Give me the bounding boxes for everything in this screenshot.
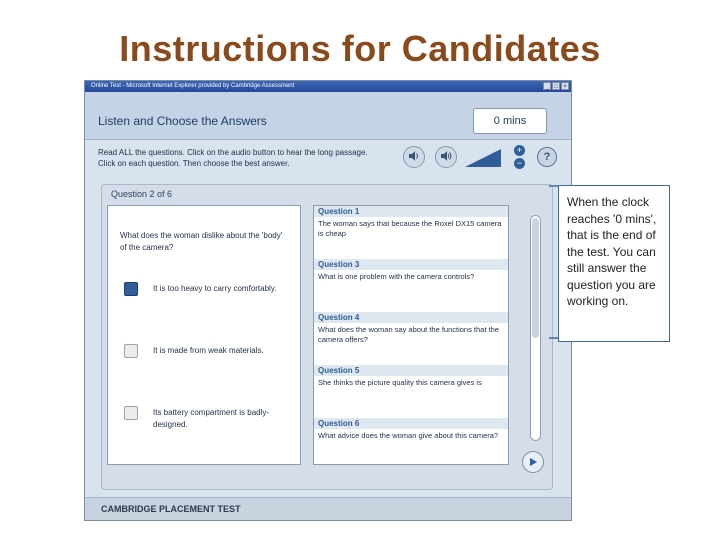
speaker-icon	[408, 150, 420, 165]
question-list	[313, 205, 509, 465]
question-summary: What does the woman say about the functions that the camera offers?	[318, 325, 499, 344]
question-heading: Question 4	[314, 312, 508, 323]
instructions-text: Read ALL the questions. Click on the audio button to hear the long passage. Click on each question. Then choose the best answer.	[98, 148, 368, 168]
question-list-item[interactable]	[314, 206, 508, 241]
slide-title: Instructions for Candidates	[119, 28, 601, 69]
test-header	[85, 92, 571, 140]
question-list-item[interactable]	[314, 365, 508, 390]
volume-slider[interactable]	[465, 149, 501, 167]
question-heading: Question 5	[314, 365, 508, 376]
question-summary: The woman says that because the Roxel DX15 camera is cheap	[318, 219, 502, 238]
audio-play-button[interactable]	[403, 146, 425, 168]
scrollbar-thumb[interactable]	[532, 218, 539, 338]
window-title: Online Test - Microsoft Internet Explorer provided by Cambridge Assessment	[91, 83, 295, 89]
answer-label: It is too heavy to carry comfortably.	[153, 284, 277, 293]
help-button[interactable]: ?	[537, 147, 557, 167]
question-heading: Question 6	[314, 418, 508, 429]
answer-checkbox[interactable]	[124, 406, 138, 420]
question-list-item[interactable]	[314, 312, 508, 347]
answer-label: It is made from weak materials.	[153, 346, 264, 355]
question-heading: Question 1	[314, 206, 508, 217]
audio-replay-button[interactable]	[435, 146, 457, 168]
question-list-scrollbar[interactable]	[530, 215, 541, 441]
test-footer	[85, 497, 571, 520]
annotation-callout	[558, 185, 670, 342]
next-button[interactable]	[522, 451, 544, 473]
question-summary: What is one problem with the camera controls?	[318, 272, 475, 281]
answer-option[interactable]	[124, 283, 294, 296]
question-box	[107, 205, 301, 465]
answer-checkbox[interactable]	[124, 344, 138, 358]
window-titlebar	[85, 81, 571, 92]
play-arrow-icon	[528, 457, 538, 467]
maximize-button[interactable]: □	[552, 82, 560, 90]
window-controls	[543, 82, 569, 90]
section-title: Listen and Choose the Answers	[98, 114, 267, 128]
question-counter: Question 2 of 6	[111, 189, 173, 199]
question-text: What does the woman dislike about the 'body' of the camera?	[120, 231, 283, 252]
test-window	[84, 80, 572, 521]
question-summary: What advice does the woman give about this camera?	[318, 431, 499, 440]
close-button[interactable]: ×	[561, 82, 569, 90]
footer-brand: CAMBRIDGE PLACEMENT TEST	[101, 504, 241, 514]
answer-label: Its battery compartment is badly-designed.	[153, 408, 270, 429]
answer-option[interactable]	[124, 345, 294, 358]
question-heading: Question 3	[314, 259, 508, 270]
timer-display: 0 mins	[473, 108, 547, 134]
callout-text: When the clock reaches '0 mins', that is the end of the test. You can still answer the question you are working on.	[567, 195, 657, 308]
question-list-item[interactable]	[314, 259, 508, 284]
volume-icon	[440, 150, 452, 165]
volume-adjust	[514, 145, 525, 169]
minimize-button[interactable]: _	[543, 82, 551, 90]
question-list-item[interactable]	[314, 418, 508, 443]
volume-up-button[interactable]: +	[514, 145, 525, 156]
answer-checkbox[interactable]	[124, 282, 138, 296]
question-summary: She thinks the picture quality this camera gives is	[318, 378, 482, 387]
answer-option[interactable]	[124, 407, 294, 431]
volume-down-button[interactable]: −	[514, 158, 525, 169]
